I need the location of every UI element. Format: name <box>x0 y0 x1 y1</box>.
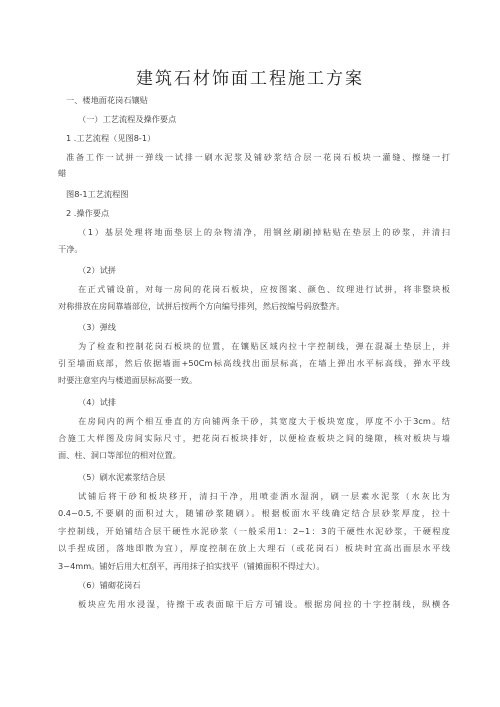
paragraph-line: 为了检查和控制花岗石板块的位置，在镶贴区域内拉十字控制线，弹在混凝土垫层上，并 <box>78 341 450 351</box>
paragraph-line: 以手捏成团，落地即散为宜），厚度控制在放上大理石（或花岗石）板块时宜高出面层水平线 <box>58 543 450 553</box>
paragraph-line: 0.4~0.5,不要刷的面积过大，随铺砂浆随刷）。根据板面水平线确定结合层砂浆厚度，拉十 <box>58 508 450 518</box>
paragraph-line: 试铺后将干砂和板块移开，清扫干净，用喷壶洒水湿润，刷一层素水泥浆（水灰比为 <box>78 491 450 501</box>
paragraph-line: 时要注意室内与楼道面层标高要一致。 <box>58 375 198 385</box>
paragraph-line: 字控制线，开始铺结合层干硬性水泥砂浆（一般采用1：2~1：3的干硬性水泥砂浆，干硬程度 <box>58 526 450 536</box>
paragraph-line: 引至墙面底部，然后依据墙面+50Cm标高线找出面层标高，在墙上弹出水平标高线，弹水平线 <box>58 358 450 368</box>
paragraph-line: 对称排放在房间靠墙部位，试拼后按两个方向编号排列，然后按编号码放整齐。 <box>58 301 345 311</box>
paragraph-line: 干净。 <box>58 244 83 254</box>
paragraph-line: （1）基层处理将地面垫层上的杂物清净，用钢丝刷刷掉粘贴在垫层上的砂浆，并清扫 <box>78 227 450 237</box>
item-heading: 2 .操作要点 <box>66 208 110 218</box>
subsection-heading: （一）工艺流程及操作要点 <box>78 114 177 124</box>
paragraph-line: 板块应先用水浸湿，待擦干或表面晾干后方可铺设。根据房间拉的十字控制线，纵横各 <box>78 599 450 609</box>
paragraph-line: 在房间内的两个相互垂直的方向铺两条干砂，其宽度大于板块宽度，厚度不小于3cm。结 <box>78 416 450 426</box>
paragraph-line: 在正式铺设前，对每一房间的花岗石板块，应按图案、颜色、纹理进行试拼，将非整块板 <box>78 284 450 294</box>
step-heading: （6）铺砌花岗石 <box>78 580 141 590</box>
paragraph-line: 准备工作一试拼一弹线一试排一刷水泥浆及铺砂浆结合层一花岗石板块一灌缝、擦缝一打 <box>66 152 450 162</box>
section-heading: 一、楼地面花岗石镶贴 <box>66 95 148 105</box>
figure-caption: 图8-1工艺流程图 <box>66 189 129 199</box>
step-heading: （5）刷水泥素浆结合层 <box>78 472 166 482</box>
paragraph-line: 3~4mm。铺好后用大杠刮平，再用抹子拍实找平（铺摊面积不得过大）。 <box>58 561 325 571</box>
document-title: 建筑石材饰面工程施工方案 <box>136 69 364 89</box>
paragraph-line: 蜡 <box>58 168 67 178</box>
step-heading: （4）试排 <box>78 397 116 407</box>
paragraph-line: 面、柱、洞口等部位的相对位置。 <box>58 450 181 460</box>
paragraph-line: 合施工大样图及房间实际尺寸，把花岗石板块排好，以便检查板块之间的缝隙，核对板块与墙 <box>58 433 450 443</box>
item-heading: 1 .工艺流程（见图8-1） <box>66 133 156 143</box>
step-heading: （2）试拼 <box>78 265 116 275</box>
step-heading: （3）弹线 <box>78 322 116 332</box>
